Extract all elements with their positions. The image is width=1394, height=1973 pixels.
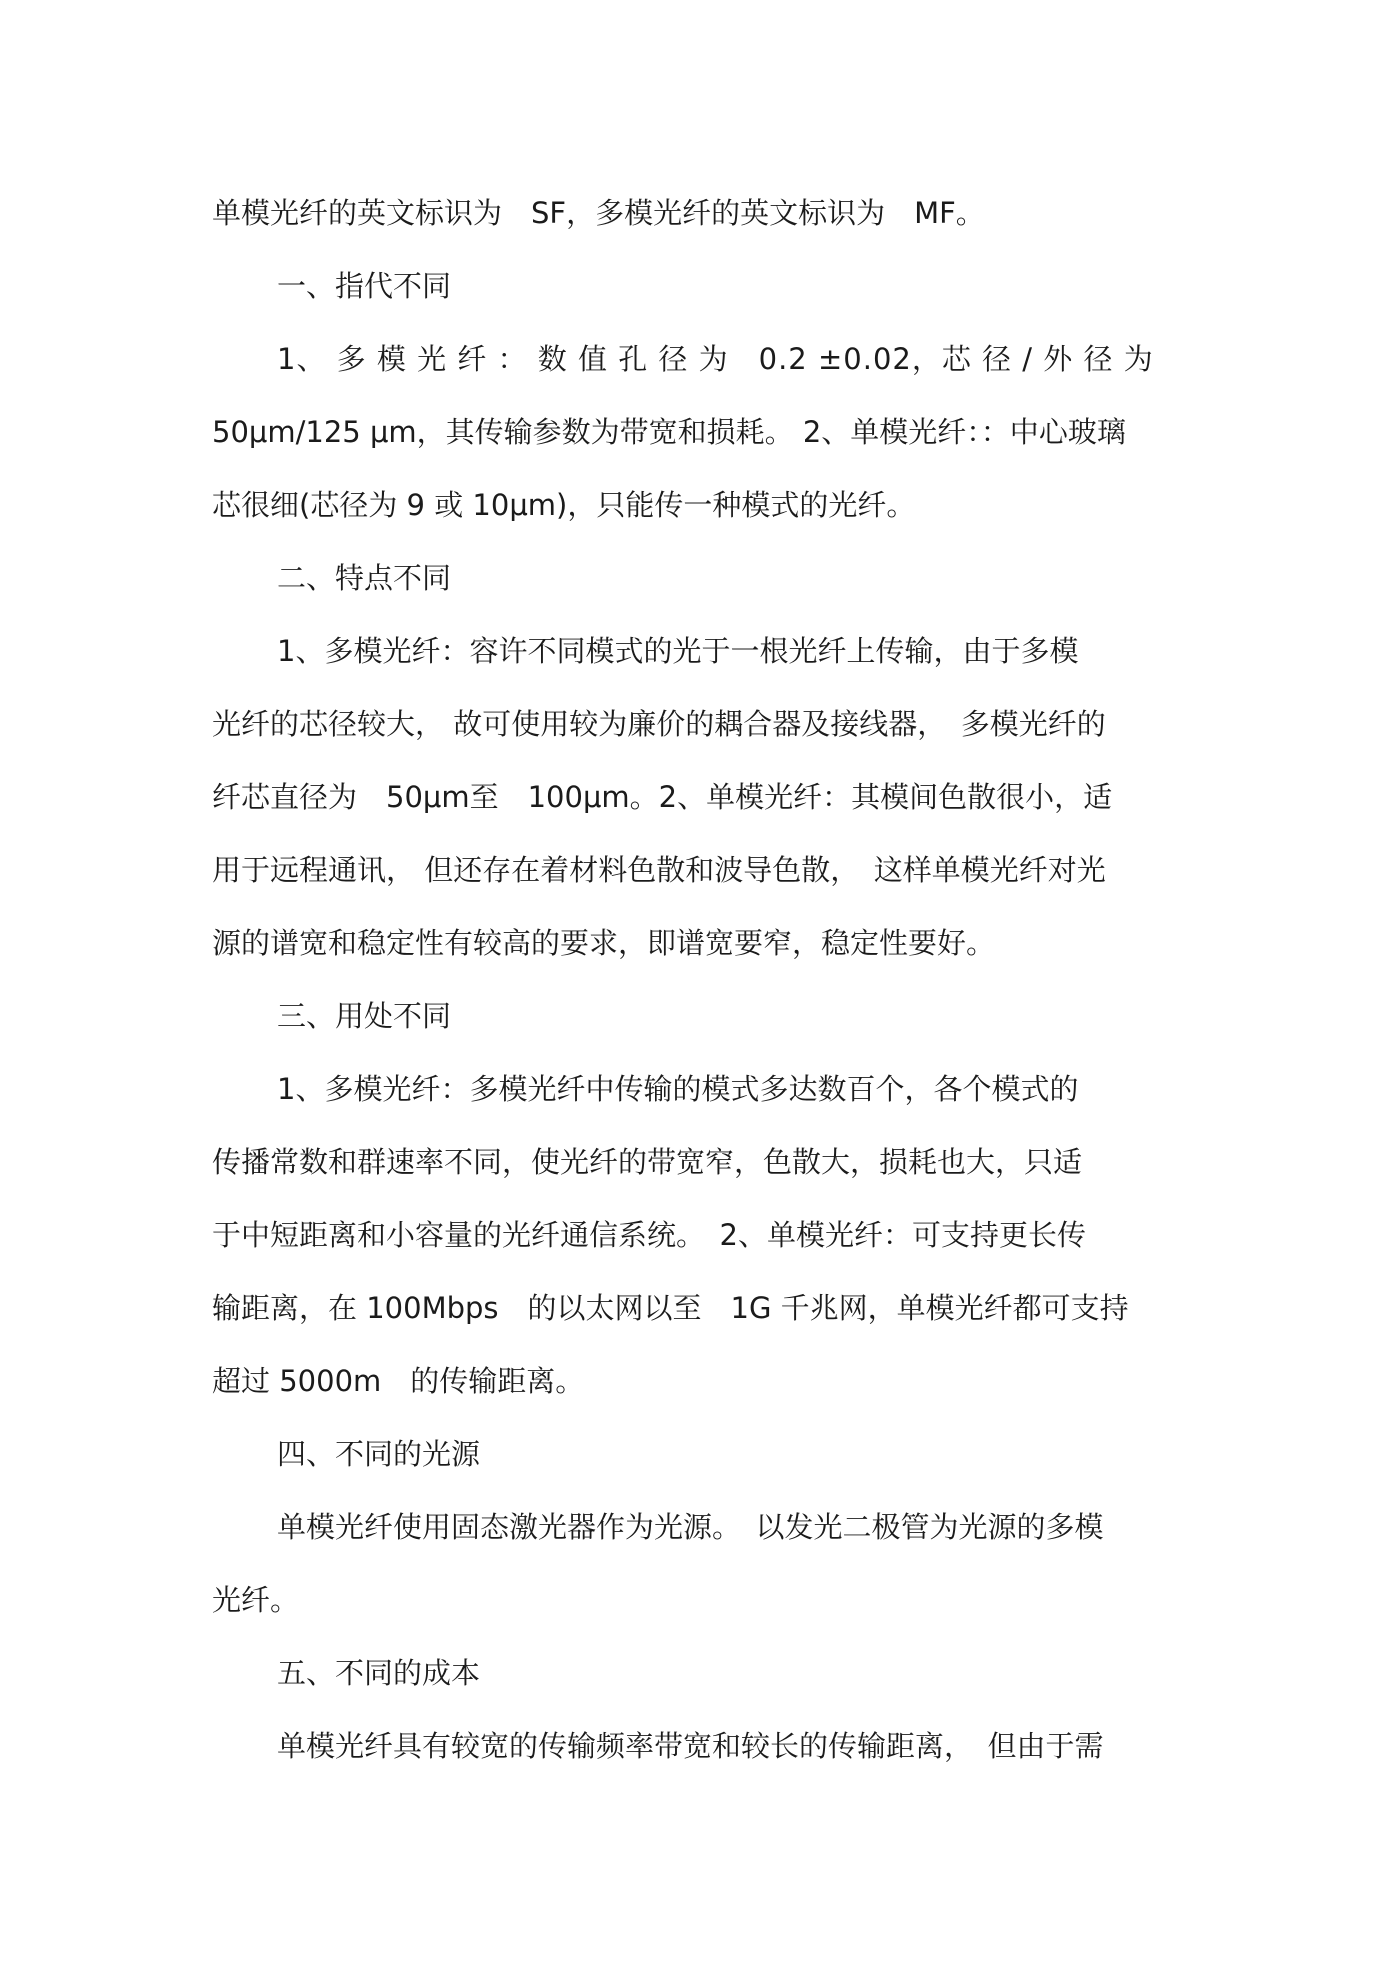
paragraph-intro: 单模光纤的英文标识为 SF，多模光纤的英文标识为 MF。 <box>212 196 985 230</box>
paragraph-line: 单模光纤具有较宽的传输频率带宽和较长的传输距离， 但由于需 <box>277 1729 1104 1763</box>
paragraph-line: 光纤。 <box>212 1583 300 1617</box>
heading-section-2: 二、特点不同 <box>277 561 452 595</box>
paragraph-line: 传播常数和群速率不同，使光纤的带宽窄，色散大，损耗也大，只适 <box>212 1145 1083 1179</box>
paragraph-line: 光纤的芯径较大， 故可使用较为廉价的耦合器及接线器， 多模光纤的 <box>212 707 1106 741</box>
paragraph-line: 用于远程通讯， 但还存在着材料色散和波导色散， 这样单模光纤对光 <box>212 853 1106 887</box>
heading-section-1: 一、指代不同 <box>277 269 452 303</box>
paragraph-line: 超过 5000m 的传输距离。 <box>212 1364 585 1398</box>
paragraph-line: 单模光纤使用固态激光器作为光源。 以发光二极管为光源的多模 <box>277 1510 1104 1544</box>
paragraph-line: 输距离，在 100Mbps 的以太网以至 1G 千兆网，单模光纤都可支持 <box>212 1291 1129 1325</box>
heading-section-5: 五、不同的成本 <box>277 1656 481 1690</box>
paragraph-line: 源的谱宽和稳定性有较高的要求，即谱宽要窄，稳定性要好。 <box>212 926 996 960</box>
heading-section-4: 四、不同的光源 <box>277 1437 481 1471</box>
paragraph-line: 芯很细(芯径为 9 或 10μm)，只能传一种模式的光纤。 <box>212 488 916 522</box>
paragraph-line: 50μm/125 μm，其传输参数为带宽和损耗。 2、单模光纤：：中心玻璃 <box>212 415 1126 449</box>
paragraph-line: 纤芯直径为 50μm至 100μm。2、单模光纤：其模间色散很小，适 <box>212 780 1113 814</box>
paragraph-line: 于中短距离和小容量的光纤通信系统。 2、单模光纤：可支持更长传 <box>212 1218 1086 1252</box>
heading-section-3: 三、用处不同 <box>277 999 452 1033</box>
paragraph-line: 1、 多 模 光 纤 ： 数 值 孔 径 为 0.2 ±0.02，芯 径 / 外 径 为 <box>277 342 1154 376</box>
paragraph-line: 1、多模光纤：多模光纤中传输的模式多达数百个，各个模式的 <box>277 1072 1079 1106</box>
paragraph-line: 1、多模光纤：容许不同模式的光于一根光纤上传输，由于多模 <box>277 634 1079 668</box>
